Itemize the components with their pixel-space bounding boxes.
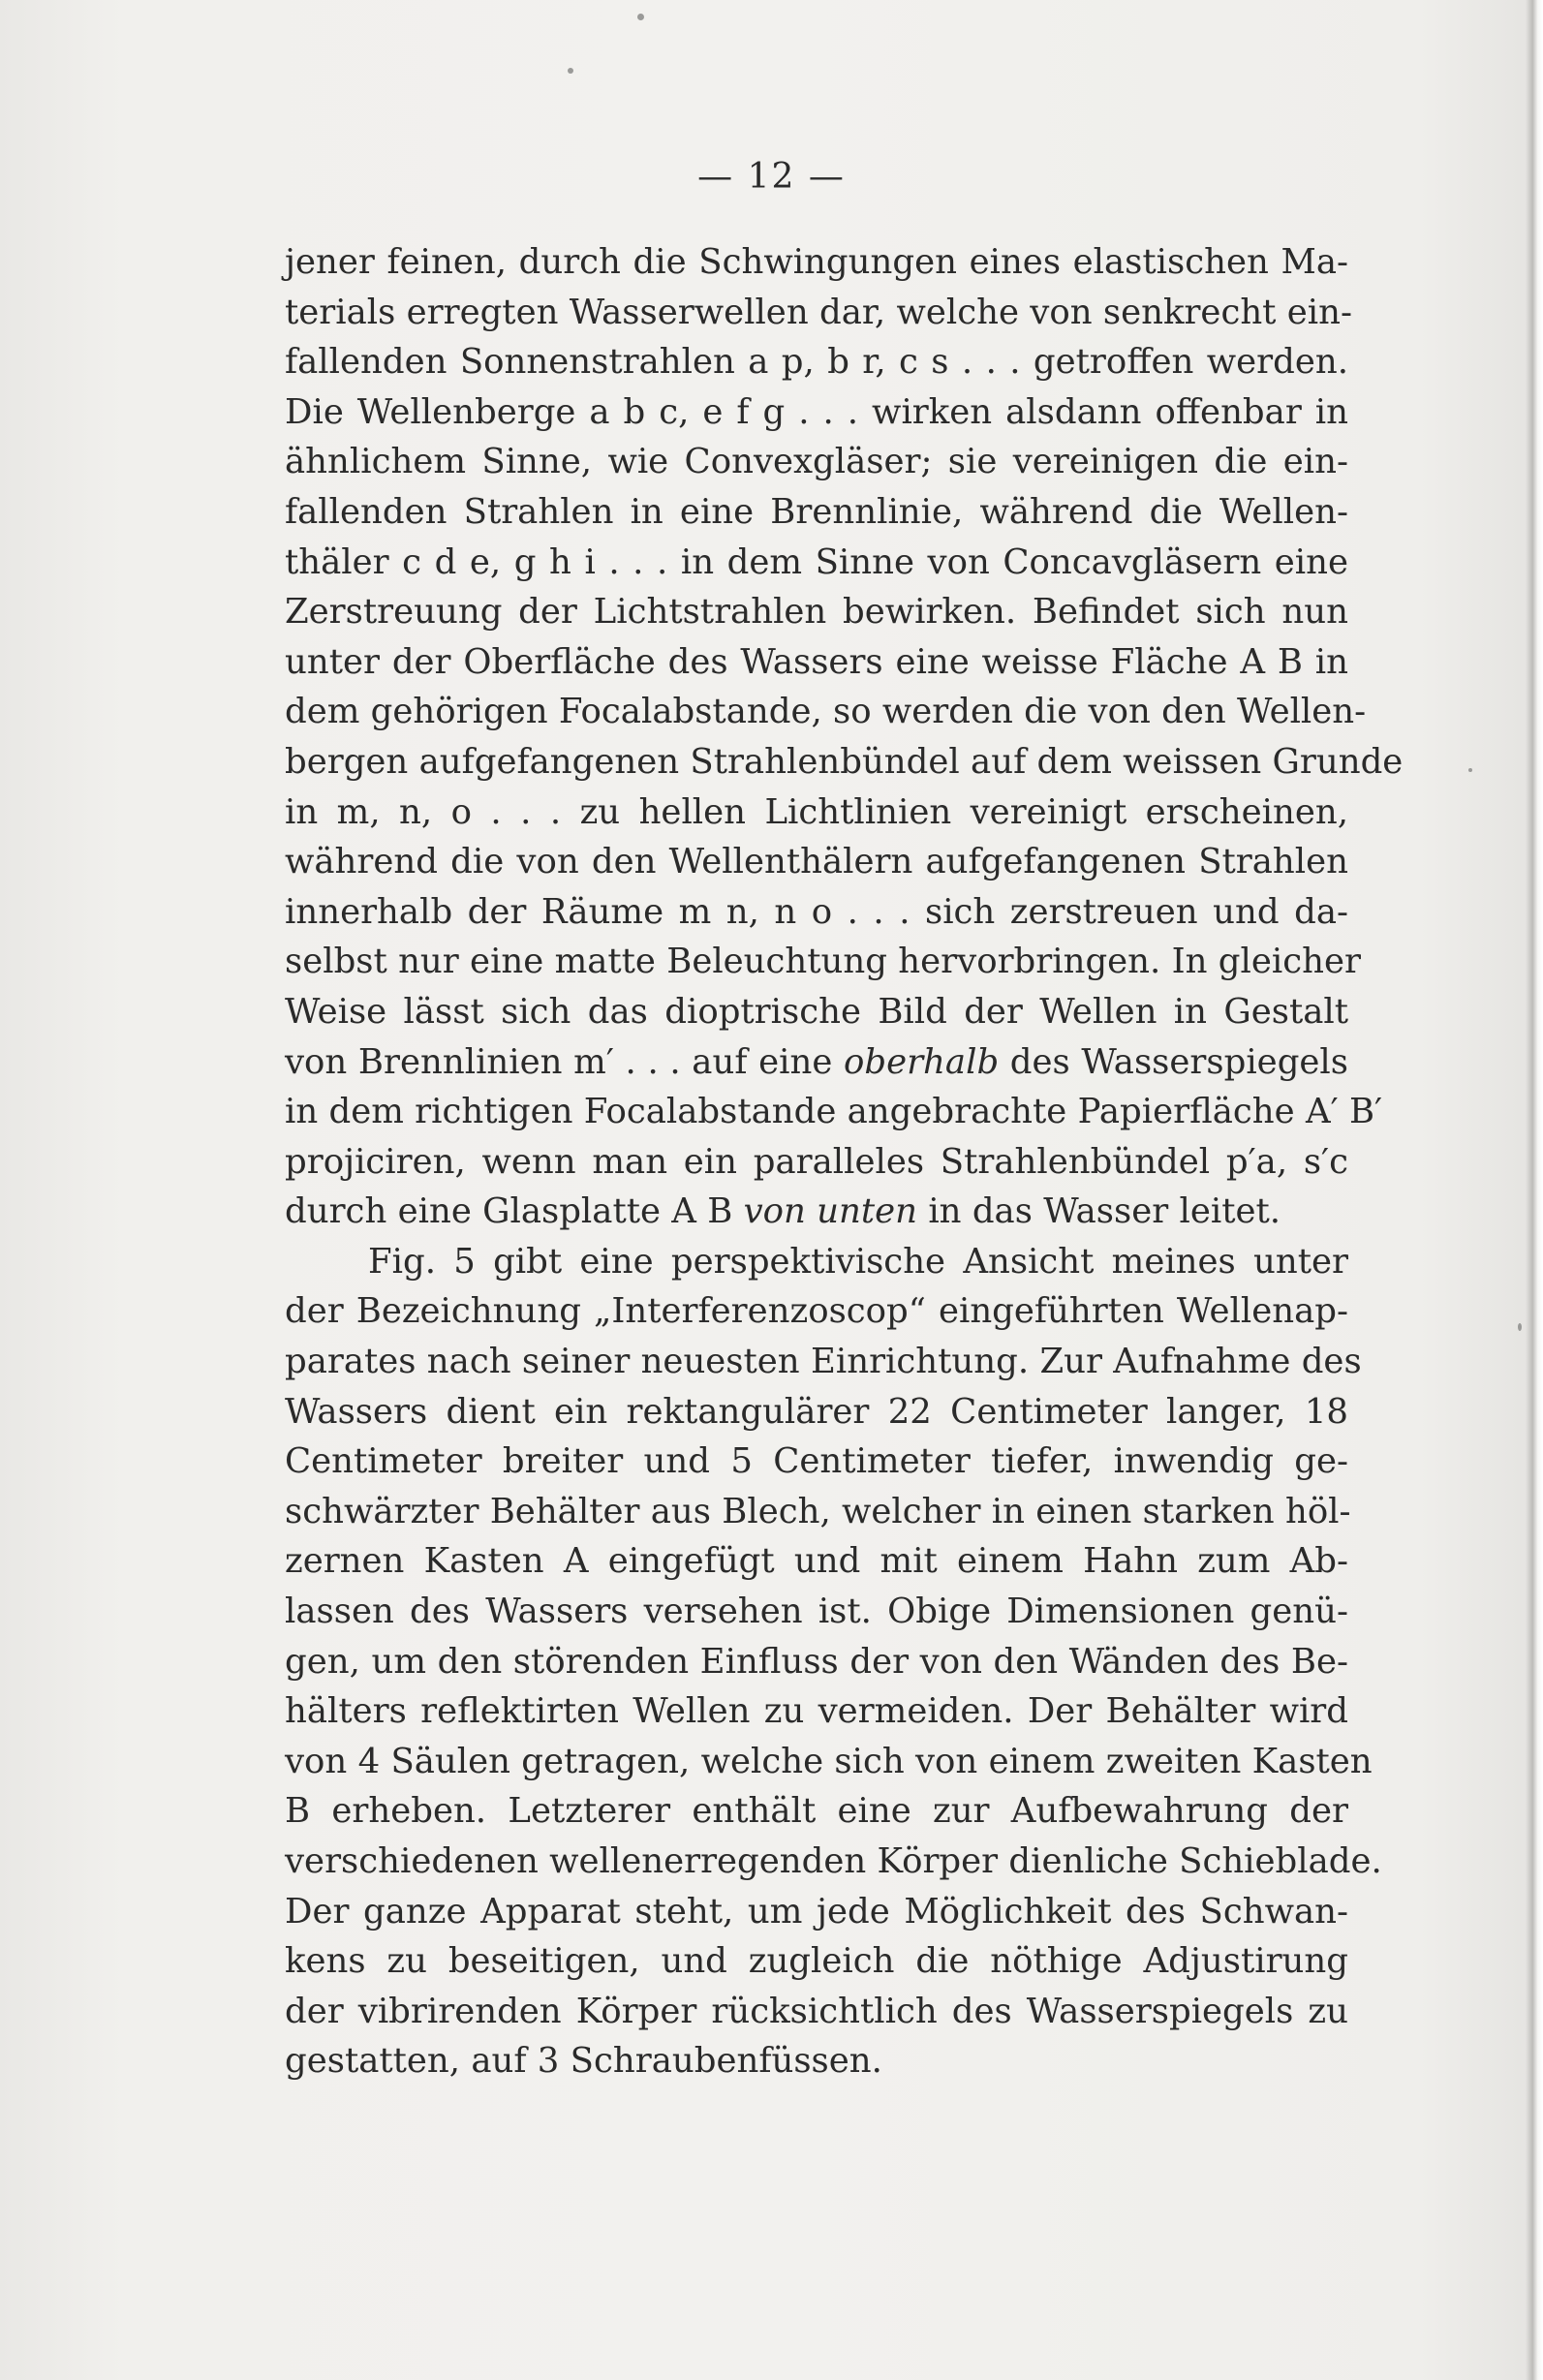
text-line: innerhalb der Räume m n, n o . . . sich zerstreuen und da- — [285, 891, 1348, 932]
text-line: schwärzter Behälter aus Blech, welcher in einen starken höl- — [285, 1491, 1351, 1531]
text-line: der vibrirenden Körper rücksichtlich des Wasserspiegels zu — [285, 1991, 1348, 2031]
text-line: projiciren, wenn man ein paralleles Strahlenbündel p′a, s′c — [285, 1141, 1348, 1182]
scan-speck — [1468, 768, 1472, 772]
text-line: Centimeter breiter und 5 Centimeter tiefer, inwendig ge- — [285, 1441, 1348, 1482]
scan-speck — [637, 14, 644, 20]
text-line: Zerstreuung der Lichtstrahlen bewirken. Befindet sich nun — [285, 592, 1348, 633]
text-line: hälters reflektirten Wellen zu vermeiden. Der Behälter wird — [285, 1691, 1348, 1732]
text-line: gen, um den störenden Einfluss der von den Wänden des Be- — [285, 1641, 1348, 1682]
text-line: ähnlichem Sinne, wie Convexgläser; sie vereinigen die ein- — [285, 442, 1348, 482]
text-line: selbst nur eine matte Beleuchtung hervorbringen. In gleicher — [285, 942, 1361, 982]
text-line-with-italic — [285, 1187, 1348, 1237]
text-line: dem gehörigen Focalabstande, so werden die von den Wellen- — [285, 692, 1367, 732]
text-line: fallenden Strahlen in eine Brennlinie, während die Wellen- — [285, 491, 1348, 532]
text-line-with-italic — [285, 1037, 1348, 1088]
text-line: kens zu beseitigen, und zugleich die nöthige Adjustirung — [285, 1941, 1348, 1982]
text-line: zernen Kasten A eingefügt und mit einem Hahn zum Ab- — [285, 1541, 1348, 1582]
text-line: thäler c d e, g h i . . . in dem Sinne von Concavgläsern eine — [285, 541, 1348, 582]
text-segment: von Brennlinien m′ . . . auf eine — [285, 1041, 844, 1082]
text-line: Der ganze Apparat steht, um jede Möglichkeit des Schwan- — [285, 1891, 1348, 1932]
text-line: bergen aufgefangenen Strahlenbündel auf dem weissen Grunde — [285, 741, 1404, 782]
scan-speck — [568, 68, 573, 74]
text-line: während die von den Wellenthälern aufgefangenen Strahlen — [285, 842, 1348, 882]
text-line: Die Wellenberge a b c, e f g . . . wirken alsdann offenbar in — [285, 391, 1348, 432]
text-line: unter der Oberfläche des Wassers eine weisse Fläche A B in — [285, 641, 1348, 682]
text-line: in m, n, o . . . zu hellen Lichtlinien vereinigt erscheinen, — [285, 791, 1348, 832]
page-edge-shadow — [1526, 0, 1543, 2380]
text-segment: in das Wasser leitet. — [917, 1191, 1281, 1232]
italic-word: oberhalb — [843, 1041, 1000, 1082]
text-segment: durch eine Glasplatte A B — [285, 1191, 744, 1232]
paragraph-first-line: Fig. 5 gibt eine perspektivische Ansicht meines unter — [368, 1241, 1348, 1282]
body-text — [285, 237, 1404, 2086]
italic-word: von unten — [743, 1191, 918, 1232]
text-line: B erheben. Letzterer enthält eine zur Aufbewahrung der — [285, 1791, 1348, 1832]
text-line: gestatten, auf 3 Schraubenfüssen. — [285, 2041, 882, 2082]
text-line: von 4 Säulen getragen, welche sich von einem zweiten Kasten — [285, 1741, 1373, 1781]
scan-speck — [1518, 1323, 1522, 1331]
text-line: Wassers dient ein rektangulärer 22 Centimeter langer, 18 — [285, 1391, 1348, 1432]
text-line: parates nach seiner neuesten Einrichtung. Zur Aufnahme des — [285, 1342, 1362, 1382]
text-line: fallenden Sonnenstrahlen a p, b r, c s . . . getroffen werden. — [285, 342, 1348, 383]
text-line: lassen des Wassers versehen ist. Obige Dimensionen genü- — [285, 1592, 1348, 1632]
text-line: terials erregten Wasserwellen dar, welche von senkrecht ein- — [285, 292, 1352, 332]
text-line: Weise lässt sich das dioptrische Bild der Wellen in Gestalt — [285, 991, 1348, 1032]
page-number: — 12 — — [697, 157, 846, 197]
text-line: jener feinen, durch die Schwingungen eines elastischen Ma- — [285, 242, 1348, 282]
text-line: verschiedenen wellenerregenden Körper dienliche Schieblade. — [285, 1841, 1382, 1881]
text-line: in dem richtigen Focalabstande angebrachte Papierfläche A′ B′ — [285, 1092, 1383, 1132]
text-line: der Bezeichnung „Interferenzoscop“ eingeführten Wellenap- — [285, 1291, 1348, 1332]
text-segment: des Wasserspiegels — [999, 1041, 1348, 1082]
